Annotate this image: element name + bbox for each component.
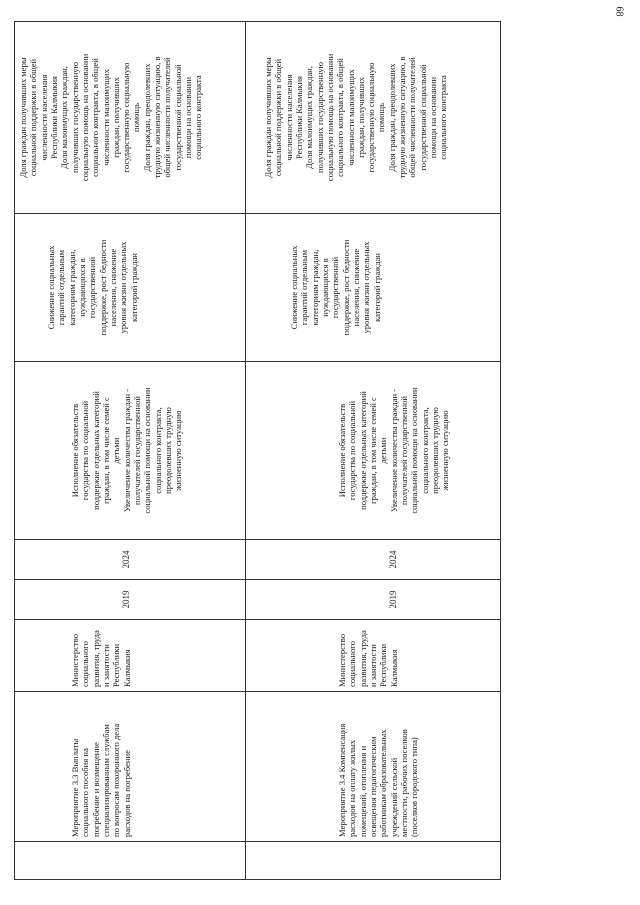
result-text: Исполнение обязательств государства по социальной поддержке отдельных категорий граждан, в том числе семей с детьми Увеличение количества граждан - получателей государственной социальной помощи на основании социального контракта, преодолевших трудную жизненную ситуацию — [70, 387, 184, 514]
consequence-text: Снижение социальных гарантий отдельным категориям граждан, нуждающихся в государственной поддержке, рост бедности населения, снижение уровня жизни отдельных категорий граждан — [289, 239, 382, 336]
table-row — [15, 22, 246, 880]
executor-cell — [15, 620, 246, 692]
table-container — [14, 22, 500, 880]
indicators-text: Доля граждан получивших меры социальной поддержки в общей численности населения Республики Калмыкия Доля малоимущих граждан, получивших государственную социальную помощь на основании социального контракта, в общей численности малоимущих граждан, получивших государственную социальную помощь Доля граждан, преодолевших трудную жизненную ситуацию, в общей численности получателей государственной социальной помощи на основании социального контракта — [18, 53, 204, 182]
measure-text: Мероприятие 3.4 Компенсация расходов на оплату жилых помещений, отопления и освещения педагогическим работникам образовательных учреждений сельской местности, рабочих поселков (поселков городского типа) — [337, 723, 420, 837]
start-year-cell: 2019 — [15, 580, 246, 620]
start-year-cell: 2019 — [246, 580, 501, 620]
rotated-table-frame — [14, 22, 500, 880]
empty-cell — [15, 842, 246, 880]
page-number: 68 — [613, 6, 625, 17]
consequence-text: Снижение социальных гарантий отдельным категориям граждан, нуждающихся в государственной поддержке, рост бедности населения, снижение уровня жизни отдельных категорий граждан — [46, 239, 139, 336]
table-row — [246, 22, 501, 880]
result-cell — [15, 362, 246, 540]
measure-cell — [15, 692, 246, 842]
executor-text: Министерство социального развития, труда и занятости Республики Калмыкия — [70, 630, 132, 687]
empty-cell — [246, 842, 501, 880]
measure-text: Мероприятие 3.3 Выплаты социального пособия на погребение и возмещение специализированным службам по вопросам похоронного дела расходов на погребение — [70, 723, 132, 837]
end-year-cell: 2024 — [246, 540, 501, 580]
consequence-cell — [246, 214, 501, 362]
measures-table — [14, 21, 501, 880]
indicators-cell — [246, 22, 501, 214]
indicators-cell — [15, 22, 246, 214]
executor-text: Министерство социального развития, труда и занятости Республики Калмыкия — [337, 630, 399, 687]
result-cell — [246, 362, 501, 540]
result-text: Исполнение обязательств государства по социальной поддержке отдельных категорий граждан, в том числе семей с детьми Увеличение количества граждан - получателей государственной социальной помощи на основании социального контракта, преодолевших трудную жизненную ситуацию — [337, 387, 451, 514]
consequence-cell — [15, 214, 246, 362]
measure-cell — [246, 692, 501, 842]
executor-cell — [246, 620, 501, 692]
end-year-cell: 2024 — [15, 540, 246, 580]
indicators-text: Доля граждан получивших меры социальной поддержки в общей численности населения Республики Калмыкия Доля малоимущих граждан, получивших государственную социальную помощь на основании социального контракта, в общей численности малоимущих граждан, получивших государственную социальную помощь Доля граждан, преодолевших трудную жизненную ситуацию, в общей численности получателей государственной социальной помощи на основании социального контракта — [263, 53, 449, 182]
